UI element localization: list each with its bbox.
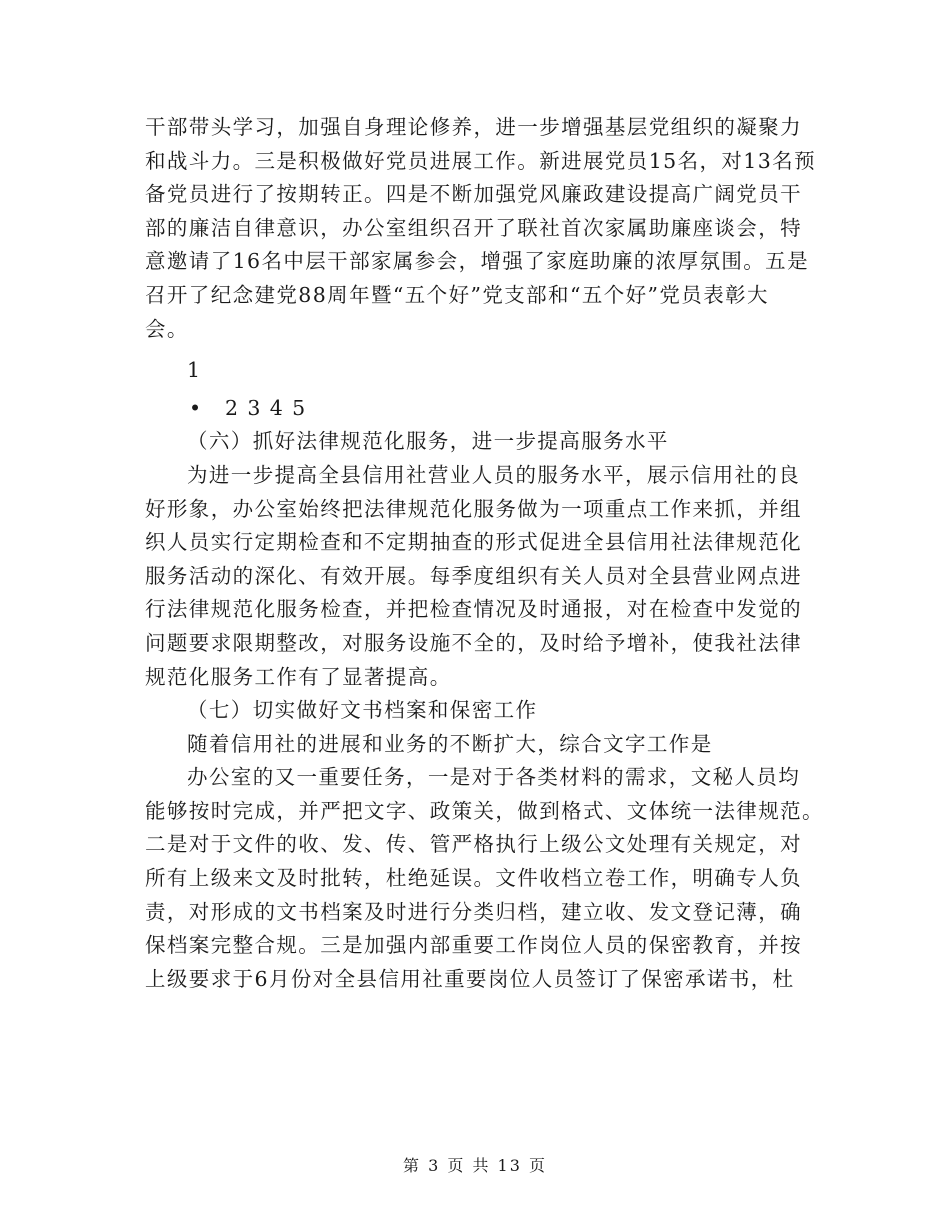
paragraph-line: 能够按时完成，并严把文字、政策关，做到格式、文体统一法律规范。 bbox=[145, 798, 824, 823]
paragraph-line: 意邀请了16名中层干部家属参会，增强了家庭助廉的浓厚氛围。五是 bbox=[145, 249, 809, 274]
page-footer: 第 3 页 共 13 页 bbox=[403, 1156, 547, 1175]
paragraph-line: 行法律规范化服务检查，并把检查情况及时通报，对在检查中发觉的 bbox=[145, 597, 802, 622]
document-body bbox=[145, 111, 824, 996]
paragraph-line: 上级要求于6月份对全县信用社重要岗位人员签订了保密承诺书，杜 bbox=[145, 966, 795, 991]
paragraph-line: 部的廉洁自律意识，办公室组织召开了联社首次家属助廉座谈会，特 bbox=[145, 215, 802, 240]
section-heading-6: （六）抓好法律规范化服务，进一步提高服务水平 bbox=[187, 429, 669, 454]
paragraph-line: 办公室的又一重要任务，一是对于各类材料的需求，文秘人员均 bbox=[187, 765, 801, 790]
paragraph-line: 干部带头学习，加强自身理论修养，进一步增强基层党组织的凝聚力 bbox=[145, 115, 802, 139]
paragraph-line: 责，对形成的文书档案及时进行分类归档，建立收、发文登记薄，确 bbox=[145, 899, 802, 924]
paragraph-line: 会。 bbox=[145, 316, 189, 341]
paragraph-line: 备党员进行了按期转正。四是不断加强党风廉政建设提高广阔党员干 bbox=[145, 182, 802, 207]
section-heading-7: （七）切实做好文书档案和保密工作 bbox=[187, 698, 538, 723]
paragraph-line: 随着信用社的进展和业务的不断扩大，综合文字工作是 bbox=[187, 731, 713, 756]
paragraph-line: 和战斗力。三是积极做好党员进展工作。新进展党员15名，对13名预 bbox=[145, 148, 816, 173]
paragraph-line: 所有上级来文及时批转，杜绝延误。文件收档立卷工作，明确专人负 bbox=[145, 866, 802, 891]
paragraph-line: 规范化服务工作有了显著提高。 bbox=[145, 664, 452, 689]
page-list-numbers: 2 3 4 5 bbox=[225, 395, 307, 420]
page-list bbox=[145, 392, 805, 426]
paragraph-line: 问题要求限期整改，对服务设施不全的，及时给予增补，使我社法律 bbox=[145, 630, 802, 655]
paragraph-line: 召开了纪念建党88周年暨“五个好”党支部和“五个好”党员表彰大 bbox=[145, 282, 769, 307]
paragraph-line: 二是对于文件的收、发、传、管严格执行上级公文处理有关规定，对 bbox=[145, 832, 802, 857]
paragraph-line: 保档案完整合规。三是加强内部重要工作岗位人员的保密教育，并按 bbox=[145, 933, 802, 958]
paragraph-line: 织人员实行定期检查和不定期抽查的形式促进全县信用社法律规范化 bbox=[145, 530, 802, 555]
paragraph-line: 为进一步提高全县信用社营业人员的服务水平，展示信用社的良 bbox=[187, 462, 801, 487]
bullet-icon: • bbox=[189, 395, 203, 420]
paragraph-line: 好形象，办公室始终把法律规范化服务做为一项重点工作来抓，并组 bbox=[145, 496, 802, 521]
page-marker: 1 bbox=[187, 358, 202, 383]
paragraph-line: 服务活动的深化、有效开展。每季度组织有关人员对全县营业网点进 bbox=[145, 563, 802, 588]
